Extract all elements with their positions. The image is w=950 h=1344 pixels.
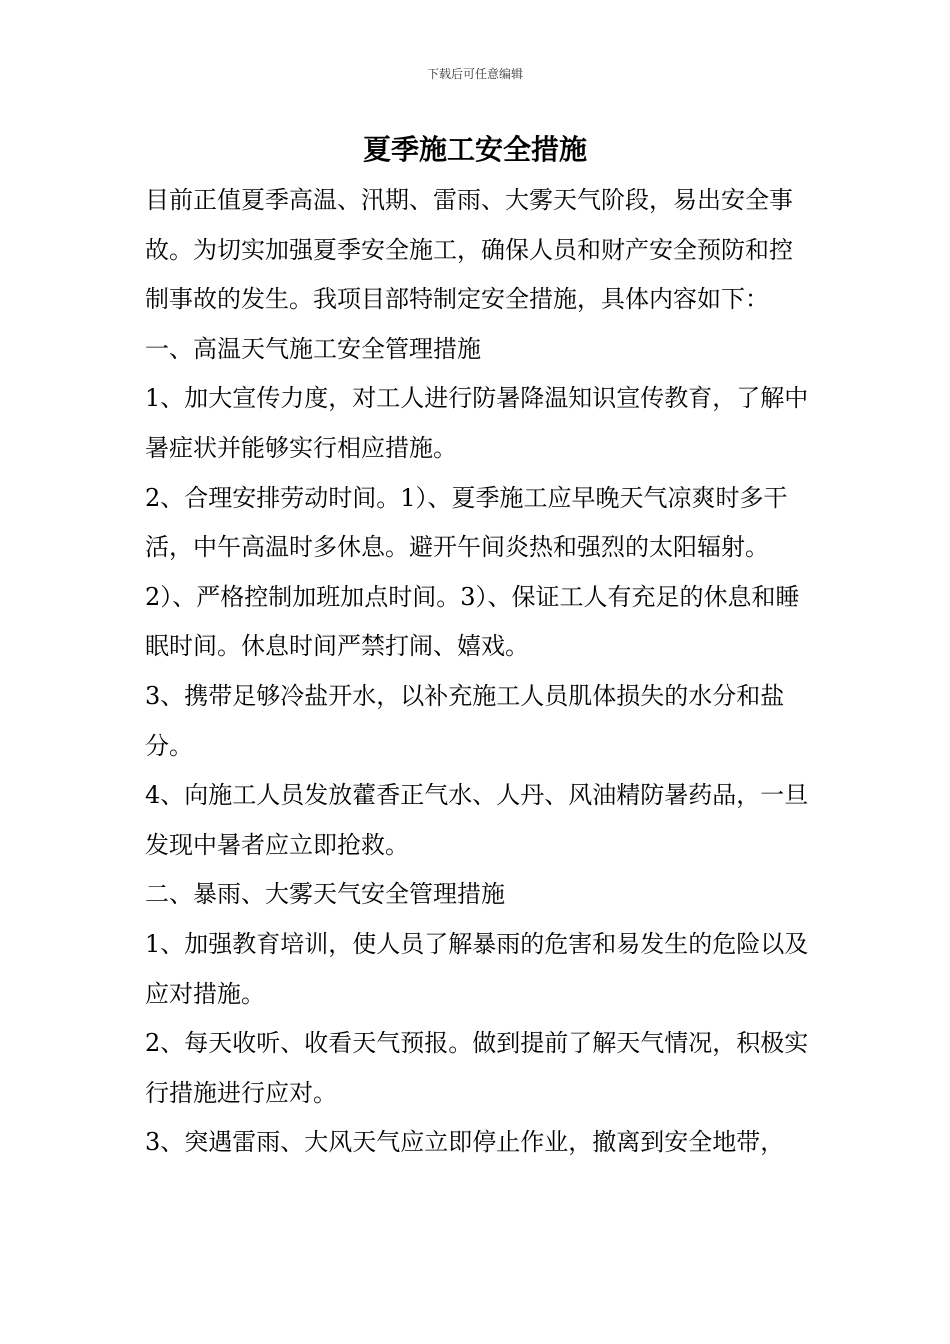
paragraph-item: 2、合理安排劳动时间。1）、夏季施工应早晚天气凉爽时多干活，中午高温时多休息。避开午间炎热和强烈的太阳辐射。2）、严格控制加班加点时间。3）、保证工人有充足的休息和睡眠时间。休息时间严禁打闹、嬉戏。 [145,483,800,661]
paragraph-item: 2、每天收听、收看天气预报。做到提前了解天气情况，积极实行措施进行应对。 [145,1029,809,1107]
section-heading-rain-fog: 二、暴雨、大雾天气安全管理措施 [145,880,505,909]
paragraph-intro: 目前正值夏季高温、汛期、雷雨、大雾天气阶段，易出安全事故。为切实加强夏季安全施工，确保人员和财产安全预防和控制事故的发生。我项目部特制定安全措施，具体内容如下： [145,186,793,314]
document-title: 夏季施工安全措施 [362,133,587,166]
paragraph-item: 1、加大宣传力度，对工人进行防暑降温知识宣传教育，了解中暑症状并能够实行相应措施。 [145,384,809,462]
document-body [145,176,815,1168]
section-heading-high-temperature: 一、高温天气施工安全管理措施 [145,334,481,363]
header-note: 下载后可任意编辑 [426,67,523,81]
paragraph-item: 3、携带足够冷盐开水，以补充施工人员肌体损失的水分和盐分。 [145,681,785,760]
paragraph-item: 3、突遇雷雨、大风天气应立即停止作业，撤离到安全地带， [145,1128,785,1157]
paragraph-item: 4、向施工人员发放藿香正气水、人丹、风油精防暑药品，一旦发现中暑者应立即抢救。 [145,781,809,859]
paragraph-item: 1、加强教育培训，使人员了解暴雨的危害和易发生的危险以及应对措施。 [145,929,809,1008]
